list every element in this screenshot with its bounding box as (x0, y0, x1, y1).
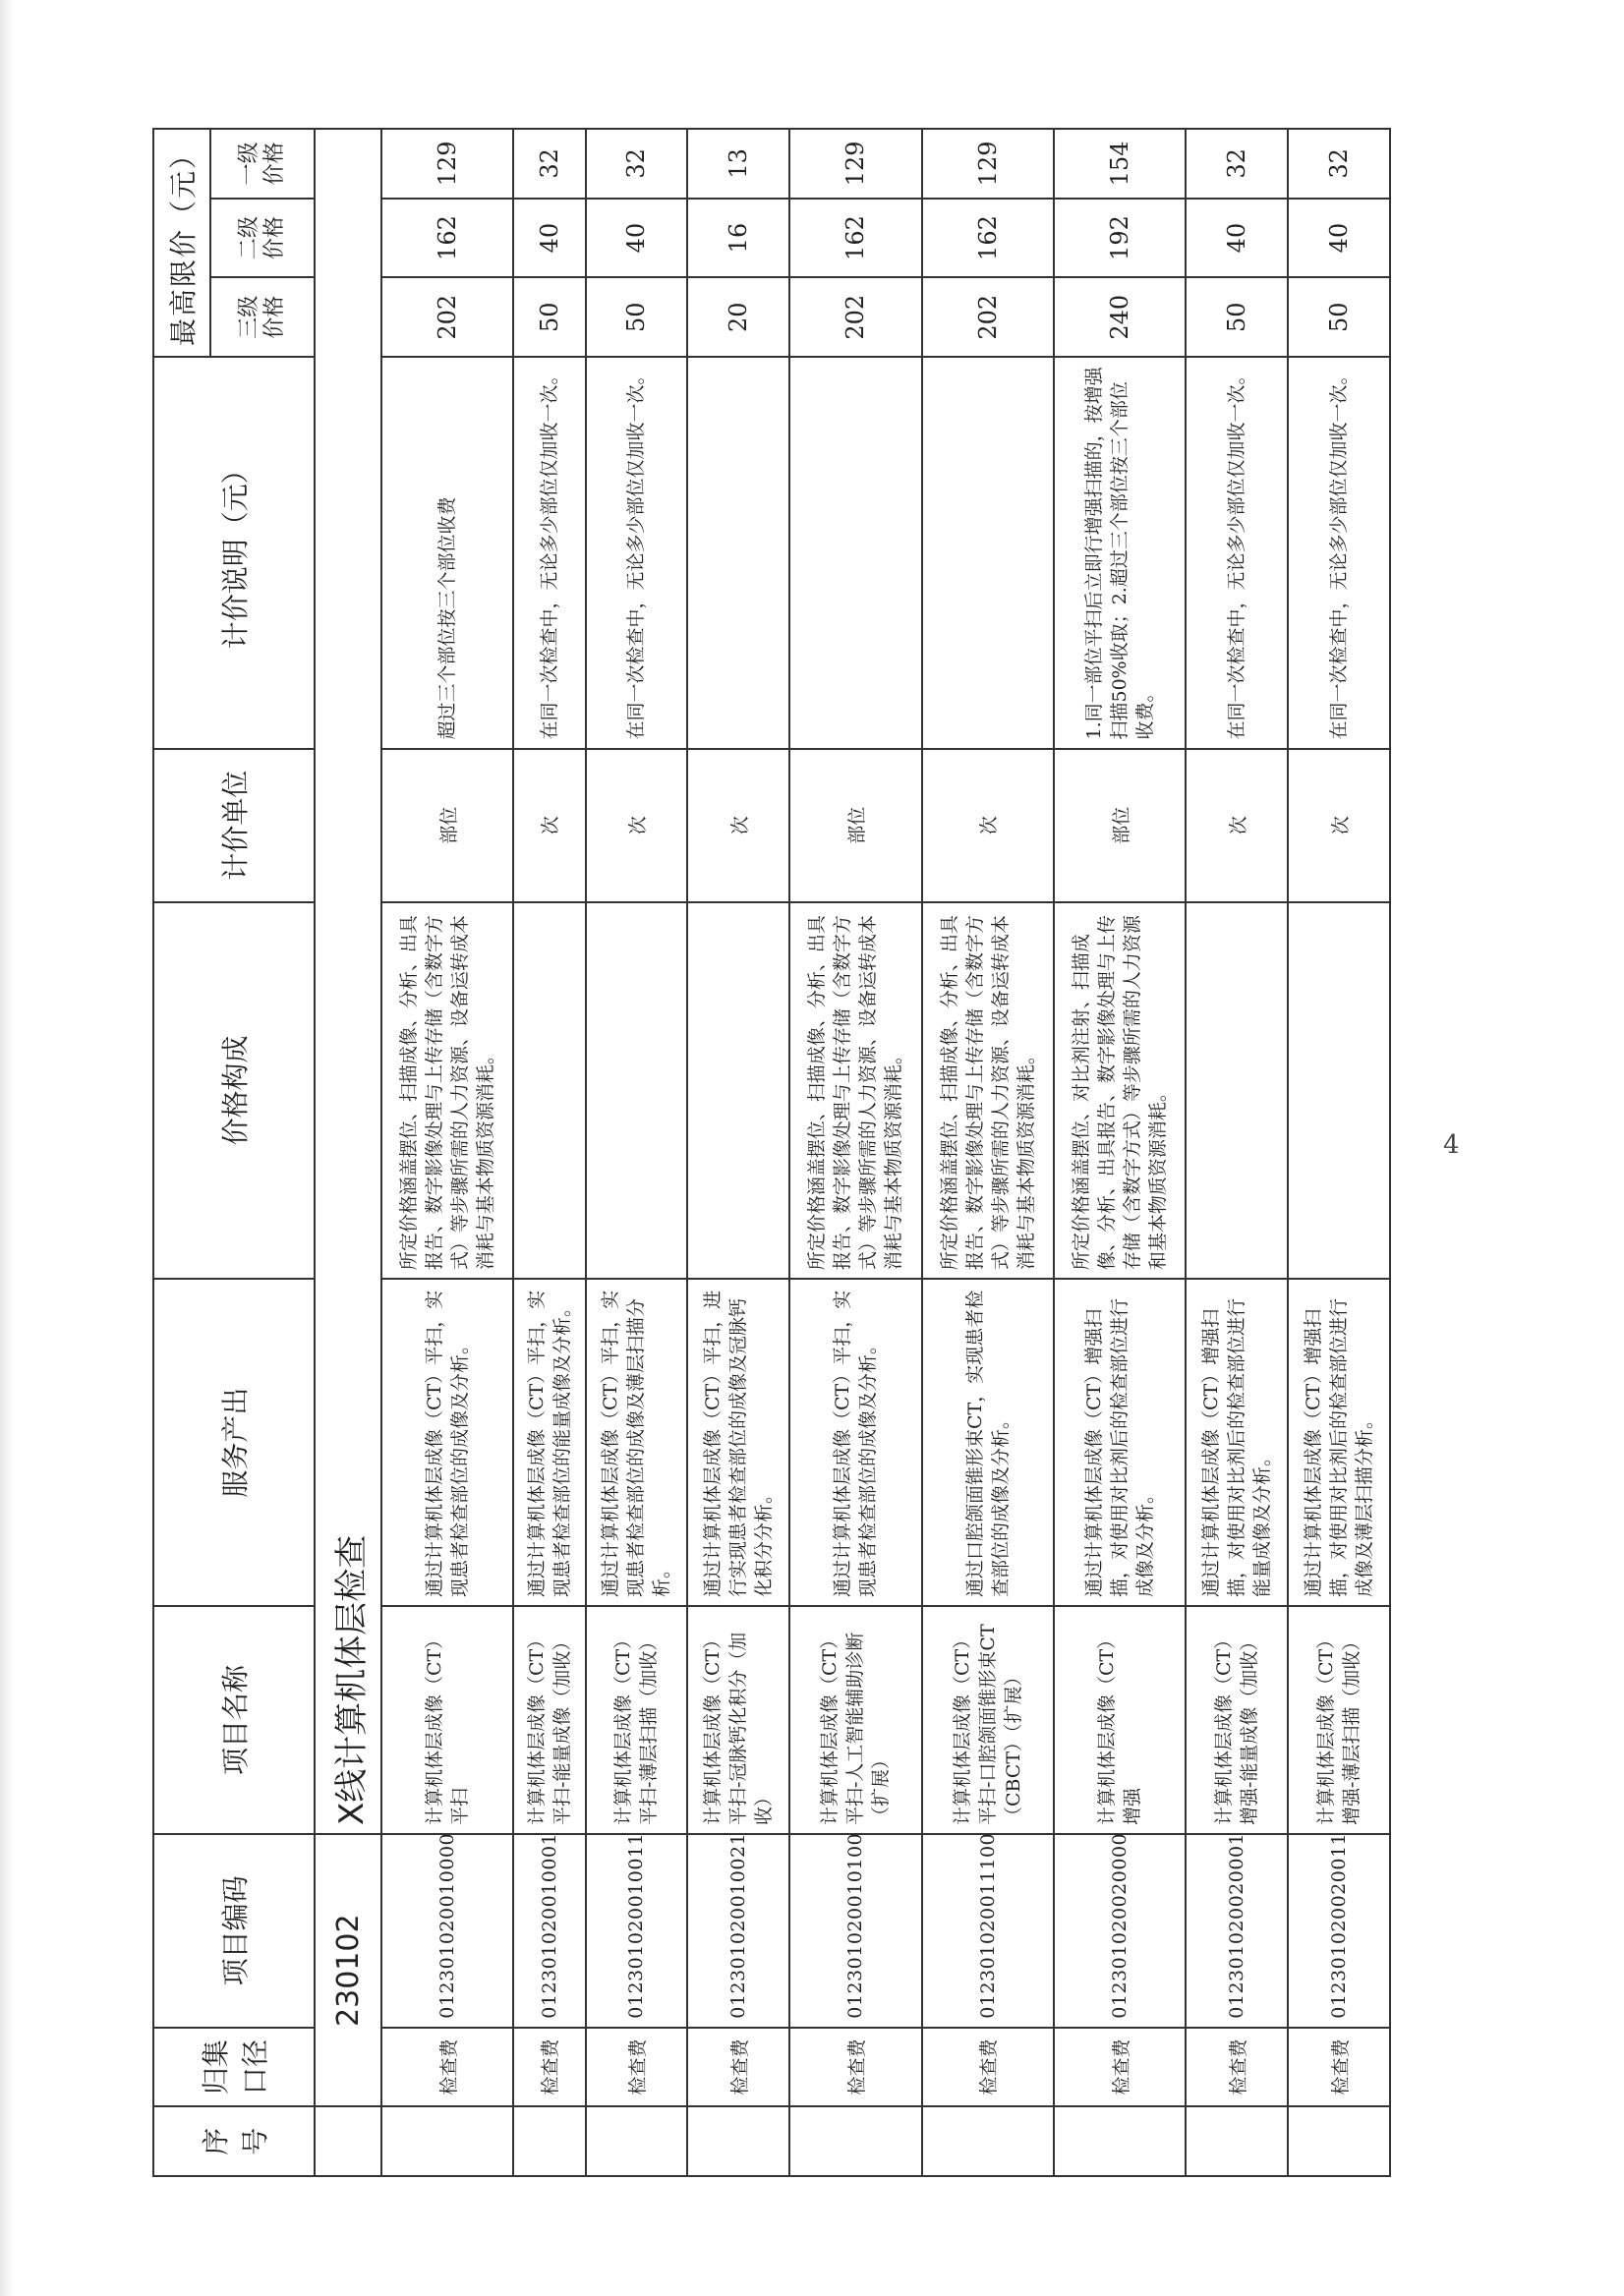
composition-cell (1288, 902, 1390, 1279)
note-cell: 1.同一部位平扫后立即行增强扫描的，按增强扫描50%收取；2.超过三个部位按三个部位收费。 (1054, 357, 1186, 748)
seq-cell (1288, 2106, 1390, 2176)
header-max-price: 最高限价（元） (153, 129, 210, 357)
section-seq-cell (315, 2106, 381, 2176)
composition-cell: 所定价格涵盖摆位、对比剂注射、扫描成像、分析、出具报告、数字影像处理与上传存储（含数字方式）等步骤所需的人力资源和基本物质资源消耗。 (1054, 902, 1186, 1279)
unit-cell: 次 (586, 749, 688, 902)
composition-cell: 所定价格涵盖摆位、扫描成像、分析、出具报告、数字影像处理与上传存储（含数字方式）等步骤所需的人力资源、设备运转成本消耗与基本物质资源消耗。 (789, 902, 921, 1279)
price-level3-cell: 20 (687, 277, 789, 357)
header-category: 归集口径 (153, 2028, 315, 2107)
unit-cell: 次 (922, 749, 1054, 902)
name-cell: 计算机体层成像（CT）平扫-薄层扫描（加收） (586, 1606, 688, 1834)
header-output: 服务产出 (153, 1279, 315, 1606)
price-level2-cell: 162 (789, 199, 921, 278)
seq-cell (922, 2106, 1054, 2176)
table-row (586, 129, 688, 2176)
name-cell: 计算机体层成像（CT）平扫 (381, 1606, 513, 1834)
code-cell: 012301020020000 (1054, 1834, 1186, 2028)
price-level2-cell: 192 (1054, 199, 1186, 278)
scan-edge-shadow (0, 0, 14, 2296)
name-cell: 计算机体层成像（CT）增强-能量成像（加收） (1186, 1606, 1288, 1834)
name-cell: 计算机体层成像（CT）平扫-口腔颌面锥形束CT（CBCT）（扩展） (922, 1606, 1054, 1834)
table-row (1288, 129, 1390, 2176)
header-seq: 序号 (153, 2106, 315, 2176)
output-cell: 通过计算机体层成像（CT）平扫，实现患者检查部位的成像及薄层扫描分析。 (586, 1279, 688, 1606)
price-level1-cell: 32 (586, 129, 688, 199)
category-cell: 检查费 (1186, 2028, 1288, 2107)
note-cell: 在同一次检查中，无论多少部位仅加收一次。 (1288, 357, 1390, 748)
composition-cell (513, 902, 585, 1279)
price-level1-cell: 32 (1288, 129, 1390, 199)
unit-cell: 次 (513, 749, 585, 902)
price-level2-cell: 162 (922, 199, 1054, 278)
header-unit: 计价单位 (153, 749, 315, 902)
seq-cell (1186, 2106, 1288, 2176)
name-cell: 计算机体层成像（CT）增强 (1054, 1606, 1186, 1834)
output-cell: 通过计算机体层成像（CT）平扫，实现患者检查部位的成像及分析。 (381, 1279, 513, 1606)
page-number: 4 (1443, 1130, 1460, 1160)
seq-cell (513, 2106, 585, 2176)
unit-cell: 次 (687, 749, 789, 902)
header-level3: 三级价格 (210, 277, 315, 357)
price-level3-cell: 202 (381, 277, 513, 357)
output-cell: 通过计算机体层成像（CT）平扫，实现患者检查部位的成像及分析。 (789, 1279, 921, 1606)
unit-cell: 部位 (789, 749, 921, 902)
table-row (687, 129, 789, 2176)
price-level1-cell: 13 (687, 129, 789, 199)
category-cell: 检查费 (513, 2028, 585, 2107)
price-level3-cell: 50 (1288, 277, 1390, 357)
code-cell: 012301020020001 (1186, 1834, 1288, 2028)
code-cell: 012301020020011 (1288, 1834, 1390, 2028)
composition-cell: 所定价格涵盖摆位、扫描成像、分析、出具报告、数字影像处理与上传存储（含数字方式）等步骤所需的人力资源、设备运转成本消耗与基本物质资源消耗。 (381, 902, 513, 1279)
note-cell (687, 357, 789, 748)
price-level1-cell: 32 (1186, 129, 1288, 199)
name-cell: 计算机体层成像（CT）增强-薄层扫描（加收） (1288, 1606, 1390, 1834)
section-title: X线计算机体层检查 (315, 129, 381, 1834)
note-cell (922, 357, 1054, 748)
price-level3-cell: 50 (513, 277, 585, 357)
code-cell: 012301020010001 (513, 1834, 585, 2028)
unit-cell: 部位 (1054, 749, 1186, 902)
output-cell: 通过口腔颌面锥形束CT，实现患者检查部位的成像及分析。 (922, 1279, 1054, 1606)
price-level3-cell: 202 (789, 277, 921, 357)
category-cell: 检查费 (1288, 2028, 1390, 2107)
note-cell: 在同一次检查中，无论多少部位仅加收一次。 (513, 357, 585, 748)
rotated-price-table-sheet (152, 128, 1391, 2177)
header-code: 项目编码 (153, 1834, 315, 2028)
price-table (152, 128, 1391, 2177)
price-level2-cell: 40 (1288, 199, 1390, 278)
table-row (1186, 129, 1288, 2176)
seq-cell (381, 2106, 513, 2176)
table-row (513, 129, 585, 2176)
composition-cell (687, 902, 789, 1279)
note-cell: 在同一次检查中，无论多少部位仅加收一次。 (586, 357, 688, 748)
note-cell: 超过三个部位按三个部位收费 (381, 357, 513, 748)
table-row (381, 129, 513, 2176)
section-row (315, 129, 381, 2176)
table-row (1054, 129, 1186, 2176)
price-level1-cell: 154 (1054, 129, 1186, 199)
code-cell: 012301020010021 (687, 1834, 789, 2028)
code-cell: 012301020010100 (789, 1834, 921, 2028)
name-cell: 计算机体层成像（CT）平扫-能量成像（加收） (513, 1606, 585, 1834)
output-cell: 通过计算机体层成像（CT）增强扫描，对使用对比剂后的检查部位进行能量成像及分析。 (1186, 1279, 1288, 1606)
output-cell: 通过计算机体层成像（CT）增强扫描，对使用对比剂后的检查部位进行成像及分析。 (1054, 1279, 1186, 1606)
category-cell: 检查费 (1054, 2028, 1186, 2107)
table-row (922, 129, 1054, 2176)
category-cell: 检查费 (381, 2028, 513, 2107)
price-level2-cell: 162 (381, 199, 513, 278)
output-cell: 通过计算机体层成像（CT）增强扫描，对使用对比剂后的检查部位进行成像及薄层扫描分析。 (1288, 1279, 1390, 1606)
output-cell: 通过计算机体层成像（CT）平扫，进行实现患者检查部位的成像及冠脉钙化积分分析。 (687, 1279, 789, 1606)
price-level1-cell: 129 (922, 129, 1054, 199)
name-cell: 计算机体层成像（CT）平扫-人工智能辅助诊断（扩展） (789, 1606, 921, 1834)
seq-cell (687, 2106, 789, 2176)
price-level2-cell: 16 (687, 199, 789, 278)
section-code: 230102 (315, 1834, 381, 2106)
price-level3-cell: 50 (586, 277, 688, 357)
header-level2: 二级价格 (210, 199, 315, 278)
unit-cell: 次 (1288, 749, 1390, 902)
seq-cell (789, 2106, 921, 2176)
composition-cell (1186, 902, 1288, 1279)
unit-cell: 部位 (381, 749, 513, 902)
header-level1: 一级价格 (210, 129, 315, 199)
composition-cell (586, 902, 688, 1279)
composition-cell: 所定价格涵盖摆位、扫描成像、分析、出具报告、数字影像处理与上传存储（含数字方式）等步骤所需的人力资源、设备运转成本消耗与基本物质资源消耗。 (922, 902, 1054, 1279)
price-level3-cell: 202 (922, 277, 1054, 357)
price-level1-cell: 129 (381, 129, 513, 199)
price-level2-cell: 40 (513, 199, 585, 278)
price-level3-cell: 240 (1054, 277, 1186, 357)
category-cell: 检查费 (922, 2028, 1054, 2107)
note-cell: 在同一次检查中，无论多少部位仅加收一次。 (1186, 357, 1288, 748)
seq-cell (586, 2106, 688, 2176)
price-level1-cell: 32 (513, 129, 585, 199)
header-composition: 价格构成 (153, 902, 315, 1279)
price-level3-cell: 50 (1186, 277, 1288, 357)
name-cell: 计算机体层成像（CT）平扫-冠脉钙化积分（加收） (687, 1606, 789, 1834)
output-cell: 通过计算机体层成像（CT）平扫，实现患者检查部位的能量成像及分析。 (513, 1279, 585, 1606)
category-cell: 检查费 (789, 2028, 921, 2107)
category-cell: 检查费 (586, 2028, 688, 2107)
price-level1-cell: 129 (789, 129, 921, 199)
price-level2-cell: 40 (1186, 199, 1288, 278)
category-cell: 检查费 (687, 2028, 789, 2107)
code-cell: 012301020011100 (922, 1834, 1054, 2028)
header-name: 项目名称 (153, 1606, 315, 1834)
code-cell: 012301020010011 (586, 1834, 688, 2028)
header-note: 计价说明（元） (153, 357, 315, 748)
table-row (789, 129, 921, 2176)
note-cell (789, 357, 921, 748)
header-row-top (153, 129, 210, 2176)
price-level2-cell: 40 (586, 199, 688, 278)
unit-cell: 次 (1186, 749, 1288, 902)
seq-cell (1054, 2106, 1186, 2176)
code-cell: 012301020010000 (381, 1834, 513, 2028)
